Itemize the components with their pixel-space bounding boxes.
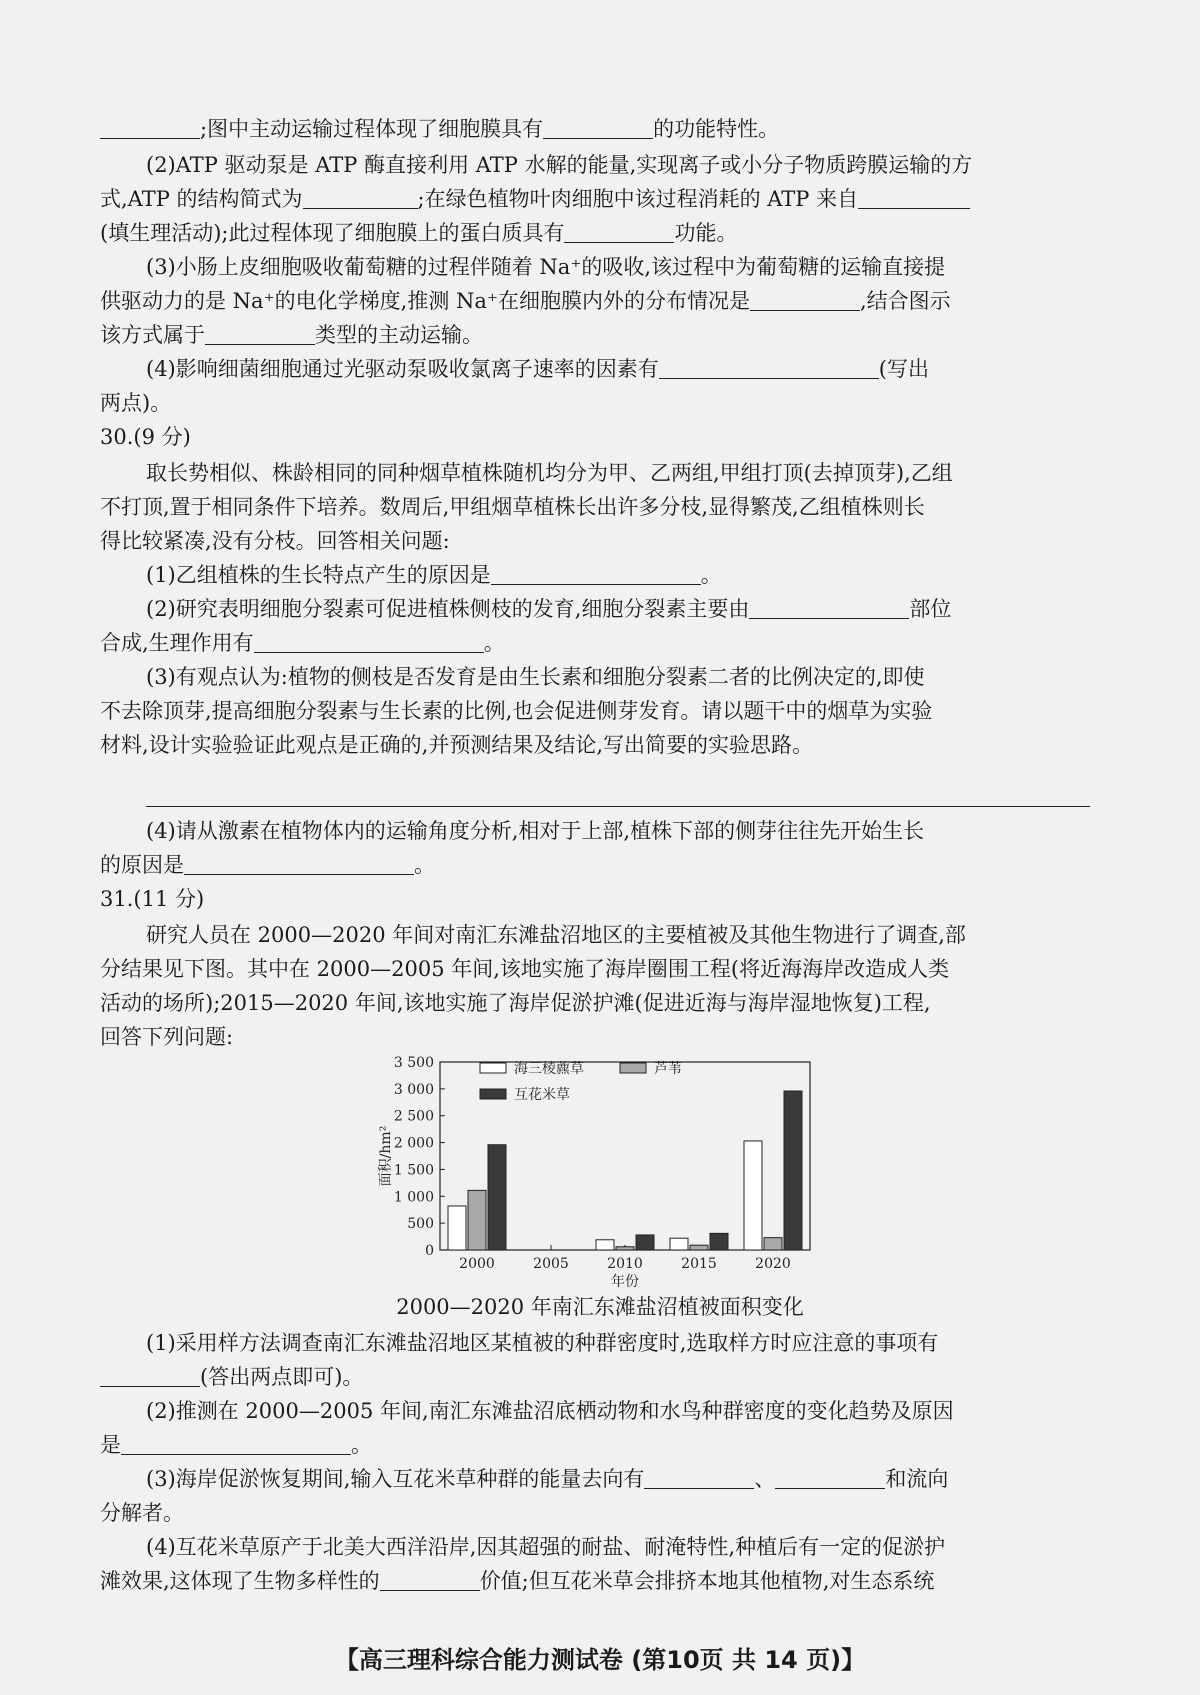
q31-2-line-2 <box>100 1428 1090 1462</box>
text: (4)影响细菌细胞通过光驱动泵吸收氯离子速率的因素有 <box>146 357 659 381</box>
q29-3-line-2 <box>100 284 1090 318</box>
legend-swatch <box>620 1063 646 1073</box>
q29-2-line-1: (2)ATP 驱动泵是 ATP 酶直接利用 ATP 水解的能量,实现离子或小分子物质跨膜运输的方 <box>146 153 973 177</box>
answer-blank[interactable] <box>205 322 315 345</box>
q30-3-line-1: (3)有观点认为:植物的侧枝是否发育是由生长素和细胞分裂素二者的比例决定的,即使 <box>146 665 925 689</box>
text: 供驱动力的是 Na⁺的电化学梯度,推测 Na⁺在细胞膜内外的分布情况是 <box>100 289 750 313</box>
x-tick-label: 2010 <box>607 1256 643 1272</box>
y-tick-label: 1 500 <box>393 1162 434 1179</box>
text: 。 <box>483 631 505 655</box>
q30-4-line-1: (4)请从激素在植物体内的运输角度分析,相对于上部,植株下部的侧芽往往先开始生长 <box>146 819 925 843</box>
q30-stem-1: 取长势相似、株龄相同的同种烟草植株随机均分为甲、乙两组,甲组打顶(去掉顶芽),乙组 <box>146 461 953 485</box>
text: 价值;但互花米草会排挤本地其他植物,对生态系统 <box>479 1569 935 1593</box>
text: 类型的主动运输。 <box>315 323 483 347</box>
bar-2015-1 <box>690 1245 708 1250</box>
text: (写出 <box>878 357 929 381</box>
legend-swatch <box>480 1063 506 1073</box>
q30-1 <box>146 558 1090 592</box>
q30-3-line-2: 不去除顶芽,提高细胞分裂素与生长素的比例,也会促进侧芽发育。请以题干中的烟草为实验 <box>100 699 933 723</box>
text: (3)海岸促淤恢复期间,输入互花米草种群的能量去向有 <box>146 1467 645 1491</box>
answer-blank[interactable] <box>644 1466 754 1489</box>
y-tick-label: 2 000 <box>393 1135 434 1152</box>
answer-blank[interactable] <box>100 116 200 139</box>
answer-blank[interactable] <box>121 1432 351 1455</box>
y-tick-label: 1 000 <box>393 1189 434 1206</box>
q31-3-line-2: 分解者。 <box>100 1501 184 1525</box>
answer-blank[interactable] <box>491 562 701 585</box>
text: 式,ATP 的结构简式为 <box>100 187 303 211</box>
y-tick-label: 2 500 <box>393 1108 434 1125</box>
text: 是 <box>100 1433 121 1457</box>
text: 该方式属于 <box>100 323 205 347</box>
legend-label: 海三棱藨草 <box>514 1061 584 1077</box>
bar-2020-0 <box>744 1141 762 1250</box>
answer-blank[interactable] <box>858 186 970 209</box>
bar-2010-0 <box>596 1240 614 1250</box>
bar-2000-1 <box>468 1190 486 1250</box>
text: (答出两点即可)。 <box>200 1365 364 1389</box>
q30-stem-3: 得比较紧凑,没有分枝。回答相关问题: <box>100 529 450 553</box>
bar-2010-2 <box>636 1235 654 1250</box>
q29-2-line-3 <box>100 216 1090 250</box>
answer-blank[interactable] <box>659 356 879 379</box>
answer-blank[interactable] <box>564 220 674 243</box>
q31-stem-3: 活动的场所);2015—2020 年间,该地实施了海岸促淤护滩(促进近海与海岸湿地恢复)工程, <box>100 991 931 1015</box>
answer-line[interactable] <box>146 806 1090 807</box>
answer-blank[interactable] <box>254 630 484 653</box>
text: 、 <box>754 1467 776 1491</box>
x-tick-label: 2015 <box>681 1256 717 1272</box>
bar-2000-0 <box>448 1206 466 1250</box>
vegetation-area-chart <box>370 1050 830 1290</box>
bar-2000-2 <box>488 1145 506 1250</box>
text: (2)研究表明细胞分裂素可促进植株侧枝的发育,细胞分裂素主要由 <box>146 597 750 621</box>
bar-2015-0 <box>670 1238 688 1250</box>
answer-blank[interactable] <box>380 1568 480 1591</box>
answer-blank[interactable] <box>184 852 414 875</box>
q31-4-line-1: (4)互花米草原产于北美大西洋沿岸,因其超强的耐盐、耐淹特性,种植后有一定的促淤护 <box>146 1535 946 1559</box>
q31-stem-4: 回答下列问题: <box>100 1025 234 1049</box>
q31-2-line-1: (2)推测在 2000—2005 年间,南汇东滩盐沼底栖动物和水鸟种群密度的变化趋势及原因 <box>146 1399 954 1423</box>
answer-blank[interactable] <box>749 596 909 619</box>
y-tick-label: 500 <box>407 1216 434 1233</box>
page-footer: 【高三理科综合能力测试卷 (第10页 共 14 页)】 <box>334 1646 866 1674</box>
x-tick-label: 2020 <box>755 1256 791 1272</box>
text: 合成,生理作用有 <box>100 631 254 655</box>
q30-3-line-3: 材料,设计实验验证此观点是正确的,并预测结果及结论,写出简要的实验思路。 <box>100 733 814 757</box>
q29-4-line-1 <box>146 352 1090 386</box>
q31-1-line-1: (1)采用样方法调查南汇东滩盐沼地区某植被的种群密度时,选取样方时应注意的事项有 <box>146 1331 939 1355</box>
chart-caption: 2000—2020 年南汇东滩盐沼植被面积变化 <box>396 1295 804 1319</box>
legend-label: 芦苇 <box>654 1061 682 1077</box>
text: ,结合图示 <box>859 289 951 313</box>
q30-2-line-2 <box>100 626 1090 660</box>
text: 。 <box>351 1433 372 1457</box>
answer-blank[interactable] <box>750 288 860 311</box>
text: ;图中主动运输过程体现了细胞膜具有 <box>200 117 544 141</box>
text: 部位 <box>909 597 952 621</box>
x-tick-label: 2000 <box>459 1256 495 1272</box>
q30-2-line-1 <box>146 592 1090 626</box>
y-tick-label: 0 <box>425 1243 434 1259</box>
q30-header: 30.(9 分) <box>100 425 191 449</box>
bar-2020-1 <box>764 1238 782 1250</box>
q29-2-line-2 <box>100 182 1090 216</box>
q30-4-line-2 <box>100 848 1090 882</box>
legend-swatch <box>480 1089 506 1099</box>
q29-3-line-3 <box>100 318 1090 352</box>
q30-stem-2: 不打顶,置于相同条件下培养。数周后,甲组烟草植株长出许多分枝,显得繁茂,乙组植株则长 <box>100 495 925 519</box>
text: 。 <box>700 563 722 587</box>
text: 的原因是 <box>100 853 184 877</box>
q31-1-line-2 <box>100 1360 1090 1394</box>
answer-blank[interactable] <box>100 1364 200 1387</box>
q29-line-1 <box>100 112 1090 146</box>
bar-2020-2 <box>784 1091 802 1250</box>
legend-label: 互花米草 <box>514 1087 570 1103</box>
text: (1)乙组植株的生长特点产生的原因是 <box>146 563 491 587</box>
q31-stem-1: 研究人员在 2000—2020 年间对南汇东滩盐沼地区的主要植被及其他生物进行了调查,部 <box>146 923 966 947</box>
text: 功能。 <box>674 221 738 245</box>
q31-3-line-1 <box>146 1462 1090 1496</box>
text: 和流向 <box>885 1467 949 1491</box>
q29-4-line-2: 两点)。 <box>100 391 172 415</box>
y-tick-label: 3 500 <box>393 1055 434 1071</box>
x-tick-label: 2005 <box>533 1256 569 1272</box>
q31-4-line-2 <box>100 1564 1090 1598</box>
answer-blank[interactable] <box>303 186 418 209</box>
text: 滩效果,这体现了生物多样性的 <box>100 1569 380 1593</box>
text: 。 <box>414 853 435 877</box>
y-tick-label: 3 000 <box>393 1081 434 1098</box>
text: (填生理活动);此过程体现了细胞膜上的蛋白质具有 <box>100 221 565 245</box>
y-axis-label: 面积/hm² <box>378 1125 394 1187</box>
answer-blank[interactable] <box>543 116 653 139</box>
q31-header: 31.(11 分) <box>100 887 205 911</box>
text: ;在绿色植物叶肉细胞中该过程消耗的 ATP 来自 <box>417 187 859 211</box>
bar-2010-1 <box>616 1247 634 1250</box>
bar-chart-svg <box>370 1050 830 1290</box>
q29-3-line-1: (3)小肠上皮细胞吸收葡萄糖的过程伴随着 Na⁺的吸收,该过程中为葡萄糖的运输直接提 <box>146 255 946 279</box>
q31-stem-2: 分结果见下图。其中在 2000—2005 年间,该地实施了海岸圈围工程(将近海海岸改造成人类 <box>100 957 950 981</box>
bar-2015-2 <box>710 1233 728 1250</box>
answer-blank[interactable] <box>775 1466 885 1489</box>
x-axis-label: 年份 <box>611 1274 639 1290</box>
text: 的功能特性。 <box>653 117 780 141</box>
